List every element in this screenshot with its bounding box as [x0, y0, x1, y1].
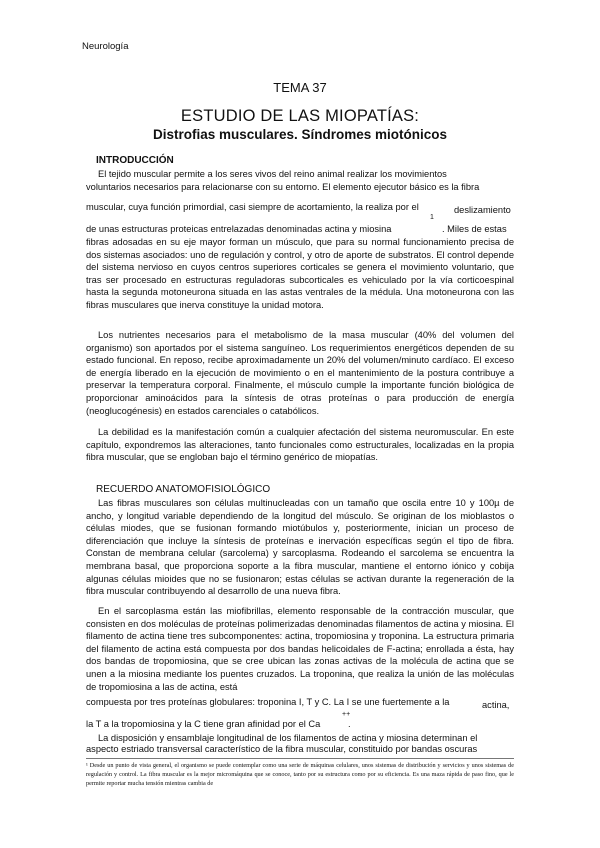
chapter-title: ESTUDIO DE LAS MIOPATÍAS: — [180, 107, 420, 125]
running-head: Neurología — [82, 41, 129, 52]
intro-paragraph-1-line-1: El tejido muscular permite a los seres vivos del reino animal realizar los movimientos — [98, 169, 447, 179]
footnote-marker: 1 — [430, 214, 434, 221]
chapter-number: TEMA 37 — [273, 80, 327, 95]
intro-paragraph-1-line-3: muscular, cuya función primordial, casi siempre de acortamiento, la realiza por el — [86, 202, 419, 212]
recuerdo-paragraph-3-line-1: La disposición y ensamblaje longitudinal de los filamentos de actina y miosina determinan el — [98, 733, 478, 743]
intro-paragraph-1-line-2: voluntarios necesarios para relacionarse con su entorno. El elemento ejecutor básico es la fibra — [86, 182, 480, 192]
intro-paragraph-1-line-4: de unas estructuras proteicas entrelazadas denominadas actina y miosina — [86, 224, 392, 234]
recuerdo-paragraph-1: Las fibras musculares son células multinucleadas con un tamaño que oscila entre 10 y 100µ de ancho, y longitud variable dependiendo de la longitud del músculo. Se originan de los mioblastos o células miodes, que se fusionan formando miotúbulos y, posteriormente, inician un proceso de diferenciación que incluye la síntesis de proteínas e inervación específicas según el tipo de fibra. Constan de membrana celular (sarcolema) y sarcoplasma. Rodeando el sarcolema se encuentra la membrana basal, que proporciona soporte a la fibra muscular, mantiene el entorno iónico y cobija algunas células mioides que no se fusionaron; estas células se activan durante la regeneración de la fibra muscular contribuyendo al desarrollo de una nueva fibra. — [86, 498, 514, 597]
calcium-charge: ++ — [342, 711, 351, 718]
chapter-subtitle: Distrofias musculares. Síndromes miotónicos — [152, 127, 448, 142]
section-heading-recuerdo: RECUERDO ANATOMOFISIOLÓGICO — [96, 484, 271, 495]
recuerdo-paragraph-3-line-2: aspecto estriado transversal característico de la fibra muscular, constituido por bandas oscuras — [86, 744, 478, 754]
intro-paragraph-1-rest: fibras adosadas en su eje mayor forman un músculo, que para su normal funcionamiento precisa de dos sistemas asociados: uno de regulación y control, y otro de aporte de substratos. El control depende del sistema nervioso en cuyos centros superiores corticales se genera el movimiento voluntario, que tras ser procesado en estructuras reguladoras subcorticales es vehiculado por la vía corticoespinal hasta la segunda motoneurona situada en las astas ventrales de la médula. Una motoneurona con las fibras musculares que inerva constituye la unidad motora. — [86, 237, 514, 310]
recuerdo-paragraph-2-last-line: compuesta por tres proteínas globulares: troponina I, T y C. La I se une fuertemente a la — [86, 697, 450, 707]
intro-paragraph-1-line-4-end: . Miles de estas — [442, 224, 507, 234]
intro-paragraph-2: Los nutrientes necesarios para el metabolismo de la masa muscular (40% del volumen del organismo) son aportados por el sistema sanguíneo. Los requerimientos energéticos dependen de su estado funcional. En reposo, recibe aproximadamente un 20% del volumen/minuto cardíaco. El exceso de energía liberado en la ejecución de movimiento o en el mantenimiento de la postura contribuye a preservar la temperatura corporal. Finalmente, el músculo cumple la importante función biológica de proporcionar aminoácidos para la síntesis de otras proteínas o para producción de energía (neoglucogénesis) en estados carenciales o catabólicos. — [86, 330, 514, 416]
recuerdo-paragraph-2: En el sarcoplasma están las miofibrillas, elemento responsable de la contracción muscular, que consisten en dos moléculas de proteínas polimerizadas denominadas filamentos de actina y miosina. El filamento de actina tiene tres subcomponentes: actina, tropomiosina y troponina. La estructura primaria del filamento de actina está compuesta por dos bandas helicoidales de F-actina; enrollada a ésta, hay dos bandas de tropomiosina, que se cree ubican las zonas activas de la molécula de actina que se unen a la miosina mediante los puentes cruzados. La troponina, que realiza la unión de las moléculas de tropomiosina a las de actina, está — [86, 606, 514, 692]
intro-paragraph-3: La debilidad es la manifestación común a cualquier afectación del sistema neuromuscular. En este capítulo, expondremos las alteraciones, tanto funcionales como estructurales, localizadas en la propia fibra muscular, que se engloban bajo el término genérico de miopatías. — [86, 427, 514, 463]
calcium-affinity-line: la T a la tropomiosina y la C tiene gran afinidad por el Ca — [86, 719, 321, 729]
footnote-text: ¹ Desde un punto de vista general, el organismo se puede contemplar como una serie de máquinas celulares, unos sistemas de distribución y servicios y unos sistemas de regulación y control. La fibra muscular es la mejor micromáquina que se conoce, tanto por su estructura como por su eficiencia. Es una maza rápida de paso fino, que le permite reportar mucha tensión mientras cambia de — [86, 762, 514, 787]
recuerdo-paragraph-2-last-line-end: actina, — [482, 700, 510, 710]
calcium-line-end: . — [348, 719, 351, 729]
section-heading-introduccion: INTRODUCCIÓN — [96, 155, 174, 166]
intro-paragraph-1-line-3-end: deslizamiento — [454, 205, 511, 215]
footnote-separator — [86, 758, 514, 759]
